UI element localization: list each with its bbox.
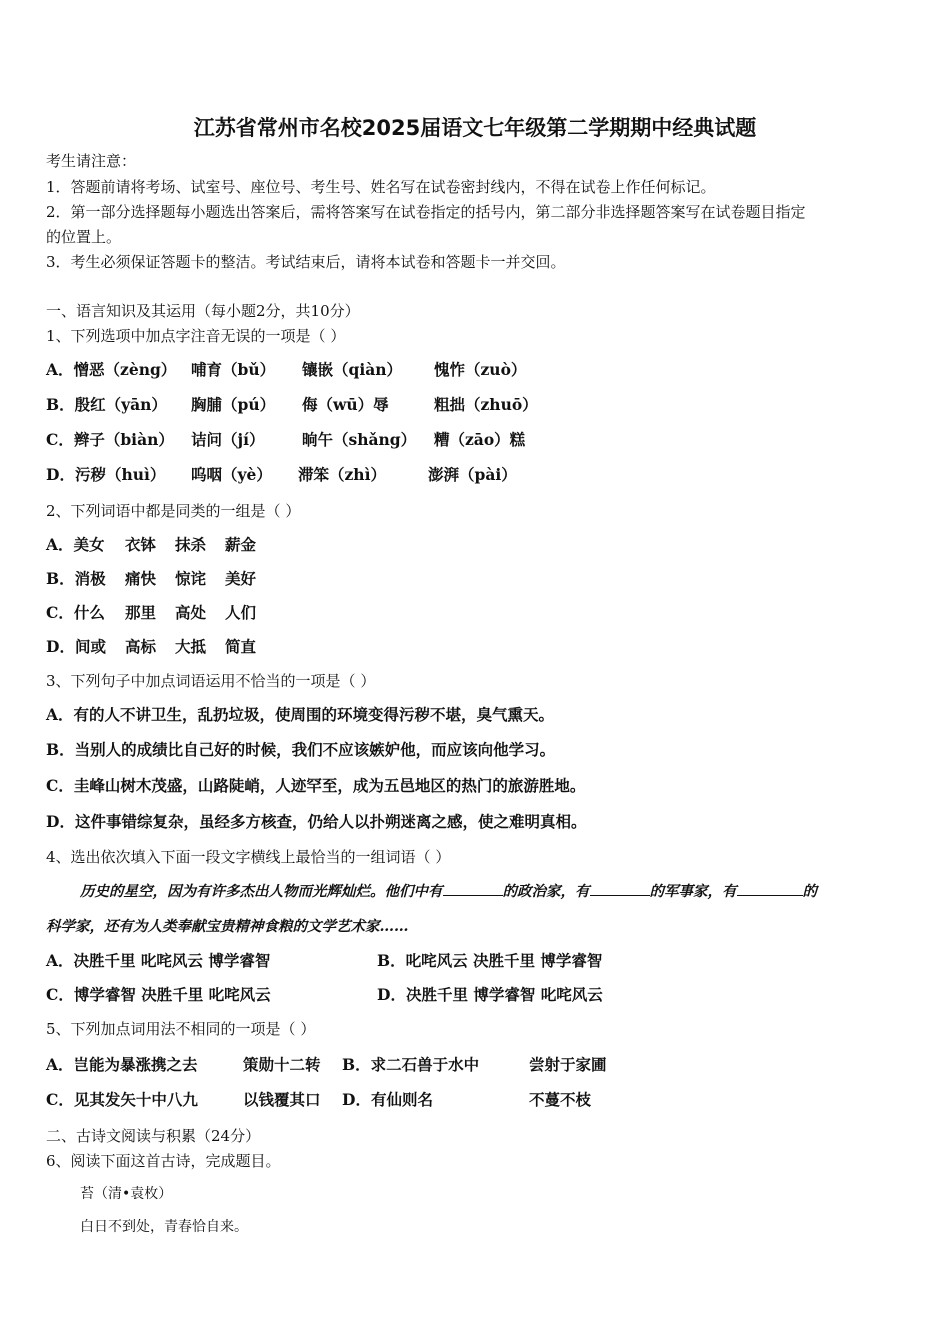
- option-text: 哺育（bǔ）: [191, 360, 276, 379]
- q3-option-d: D．这件事错综复杂，虽经多方核查，仍给人以扑朔迷离之感，使之难明真相。: [46, 812, 587, 831]
- option-text: C．辫子（biàn）: [46, 430, 174, 449]
- passage-text: 的: [802, 883, 817, 900]
- section1-heading: 一、语言知识及其运用（每小题2分，共10分）: [46, 302, 360, 320]
- option-text: 诘问（jí）: [191, 430, 265, 449]
- passage-text: 的政治家，有: [502, 883, 590, 900]
- blank-1: [443, 881, 503, 896]
- q4-passage-line-1: [80, 881, 817, 902]
- option-text: 呜咽（yè）: [191, 465, 272, 484]
- option-text: B．求二石兽于水中: [342, 1055, 480, 1074]
- q5-stem: 5、下列加点词用法不相同的一项是（ ）: [46, 1020, 316, 1038]
- q2-stem: 2、下列词语中都是同类的一组是（ ）: [46, 502, 301, 520]
- option-text: 惊诧: [175, 569, 207, 588]
- option-text: 抹杀: [175, 535, 207, 554]
- option-text: D．间或: [46, 637, 106, 656]
- option-text: 侮（wū）辱: [302, 395, 389, 414]
- notice-heading: 考生请注意：: [46, 152, 137, 170]
- option-text: 简直: [225, 637, 257, 656]
- option-text: 那里: [125, 603, 157, 622]
- passage-text: 的军事家，有: [649, 883, 737, 900]
- option-text: D．污秽（huì）: [46, 465, 166, 484]
- option-text: 高处: [175, 603, 207, 622]
- option-text: 胸脯（pú）: [191, 395, 276, 414]
- option-text: 镶嵌（qiàn）: [302, 360, 403, 379]
- option-text: 滞笨（zhì）: [298, 465, 386, 484]
- option-text: 晌午（shǎng）: [302, 430, 417, 449]
- option-text: A．憎恶（zèng）: [46, 360, 177, 379]
- blank-2: [590, 881, 650, 896]
- q4-option-d: D．决胜千里 博学睿智 叱咤风云: [377, 985, 603, 1004]
- option-text: 愧怍（zuò）: [434, 360, 527, 379]
- blank-3: [737, 881, 803, 896]
- notice-item-1: 1．答题前请将考场、试室号、座位号、考生号、姓名写在试卷密封线内，不得在试卷上作任何标记。: [46, 178, 716, 196]
- poem-line-1: 白日不到处，青春恰自来。: [80, 1219, 248, 1235]
- option-text: 高标: [125, 637, 157, 656]
- section2-heading: 二、古诗文阅读与积累（24分）: [46, 1127, 261, 1145]
- option-text: B．消极: [46, 569, 106, 588]
- option-text: 衣钵: [125, 535, 157, 554]
- notice-item-3: 3．考生必须保证答题卡的整洁。考试结束后，请将本试卷和答题卡一并交回。: [46, 253, 566, 271]
- option-text: A．美女: [46, 535, 105, 554]
- poem-title: 苔（清•袁枚）: [80, 1186, 173, 1202]
- q4-option-b: B．叱咤风云 决胜千里 博学睿智: [377, 951, 603, 970]
- page-title: 江苏省常州市名校2025届语文七年级第二学期期中经典试题: [193, 116, 757, 140]
- q3-option-a: A．有的人不讲卫生，乱扔垃圾，使周围的环境变得污秽不堪，臭气熏天。: [46, 705, 555, 724]
- option-text: 澎湃（pài）: [428, 465, 517, 484]
- q4-stem: 4、选出依次填入下面一段文字横线上最恰当的一组词语（ ）: [46, 848, 451, 866]
- option-text: D．有仙则名: [342, 1090, 433, 1109]
- option-text: 粗拙（zhuō）: [434, 395, 538, 414]
- option-text: 不蔓不枝: [529, 1090, 592, 1109]
- option-text: 尝射于家圃: [529, 1055, 607, 1074]
- option-text: C．什么: [46, 603, 105, 622]
- option-text: 美好: [225, 569, 257, 588]
- option-text: B．殷红（yān）: [46, 395, 167, 414]
- notice-item-2-cont: 的位置上。: [46, 228, 122, 246]
- q3-stem: 3、下列句子中加点词语运用不恰当的一项是（ ）: [46, 672, 376, 690]
- notice-item-2: 2．第一部分选择题每小题选出答案后，需将答案写在试卷指定的括号内，第二部分非选择题答案写在试卷题目指定: [46, 203, 806, 221]
- q4-option-c: C．博学睿智 决胜千里 叱咤风云: [46, 985, 271, 1004]
- option-text: 痛快: [125, 569, 157, 588]
- option-text: 以钱覆其口: [243, 1090, 321, 1109]
- q4-passage-line-2: 科学家，还有为人类奉献宝贵精神食粮的文学艺术家……: [46, 918, 409, 935]
- option-text: 策勋十二转: [243, 1055, 321, 1074]
- q3-option-b: B．当别人的成绩比自己好的时候，我们不应该嫉妒他，而应该向他学习。: [46, 740, 556, 759]
- q3-option-c: C．圭峰山树木茂盛，山路陡峭，人迹罕至，成为五邑地区的热门的旅游胜地。: [46, 776, 586, 795]
- option-text: 人们: [225, 603, 257, 622]
- q6-stem: 6、阅读下面这首古诗，完成题目。: [46, 1152, 281, 1170]
- option-text: A．岂能为暴涨携之去: [46, 1055, 198, 1074]
- q4-option-a: A．决胜千里 叱咤风云 博学睿智: [46, 951, 271, 970]
- q1-stem: 1、下列选项中加点字注音无误的一项是（ ）: [46, 327, 346, 345]
- option-text: 大抵: [175, 637, 207, 656]
- option-text: 薪金: [225, 535, 257, 554]
- passage-text: 历史的星空，因为有许多杰出人物而光辉灿烂。他们中有: [80, 883, 443, 900]
- option-text: C．见其发矢十中八九: [46, 1090, 198, 1109]
- option-text: 糟（zāo）糕: [434, 430, 526, 449]
